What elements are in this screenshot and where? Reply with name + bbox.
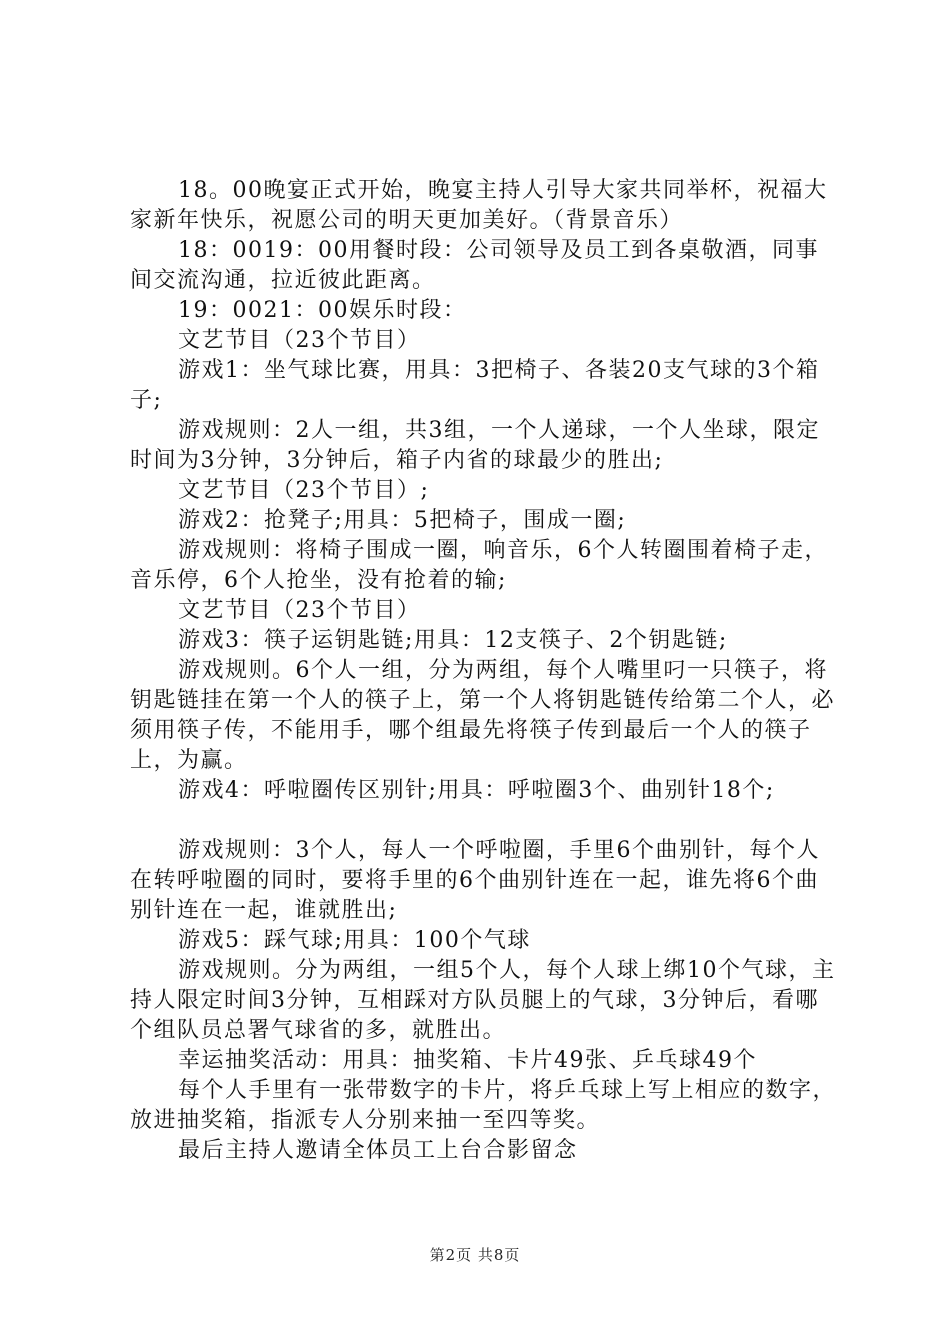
paragraph-game-3-rules: 游戏规则。6个人一组，分为两组，每个人嘴里叼一只筷子，将钥匙链挂在第一个人的筷子上，第一个人将钥匙链传给第二个人，必须用筷子传，不能用手，哪个组最先将筷子传到最后一个人的筷子上，为赢。 — [130, 658, 836, 773]
paragraph-game-5-rules: 游戏规则。分为两组，一组5个人，每个人球上绑10个气球，主持人限定时间3分钟，互相踩对方队员腿上的气球，3分钟后，看哪个组队员总署气球省的多，就胜出。 — [130, 958, 836, 1043]
paragraph-banquet-start: 18。00晚宴正式开始，晚宴主持人引导大家共同举杯，祝福大家新年快乐，祝愿公司的明天更加美好。（背景音乐） — [130, 178, 828, 233]
document-body — [130, 176, 840, 1166]
paragraph-dining: 18：0019：00用餐时段：公司领导及员工到各桌敬酒，同事间交流沟通，拉近彼此距离。 — [130, 238, 819, 293]
paragraph-performances-2: 文艺节目（23个节目）; — [178, 478, 430, 503]
page-number-label: 第2页 共8页 — [429, 1246, 521, 1264]
paragraph-game-1-rules: 游戏规则：2人一组，共3组，一个人递球，一个人坐球，限定时间为3分钟，3分钟后，箱子内省的球最少的胜出; — [130, 418, 820, 473]
paragraph-lottery-rules: 每个人手里有一张带数字的卡片，将乒乓球上写上相应的数字，放进抽奖箱，指派专人分别来抽一至四等奖。 — [130, 1078, 837, 1133]
paragraph-group-photo: 最后主持人邀请全体员工上台合影留念 — [178, 1138, 578, 1163]
page-footer — [0, 1244, 950, 1265]
paragraph-spacer — [130, 806, 840, 836]
paragraph-performances-3: 文艺节目（23个节目） — [178, 598, 421, 623]
paragraph-game-2-rules: 游戏规则：将椅子围成一圈，响音乐，6个人转圈围着椅子走，音乐停，6个人抢坐，没有抢着的输; — [130, 538, 828, 593]
paragraph-game-4: 游戏4：呼啦圈传区别针;用具：呼啦圈3个、曲别针18个; — [178, 778, 775, 803]
paragraph-entertainment: 19：0021：00娱乐时段： — [178, 298, 467, 323]
paragraph-performances-1: 文艺节目（23个节目） — [178, 328, 421, 353]
paragraph-game-3: 游戏3：筷子运钥匙链;用具：12支筷子、2个钥匙链; — [178, 628, 728, 653]
paragraph-lottery: 幸运抽奖活动：用具：抽奖箱、卡片49张、乒乓球49个 — [178, 1048, 757, 1073]
paragraph-game-5: 游戏5：踩气球;用具：100个气球 — [178, 928, 531, 953]
paragraph-game-2: 游戏2：抢凳子;用具：5把椅子，围成一圈; — [178, 508, 627, 533]
paragraph-game-1: 游戏1：坐气球比赛，用具：3把椅子、各装20支气球的3个箱子; — [130, 358, 820, 413]
paragraph-game-4-rules: 游戏规则：3个人，每人一个呼啦圈，手里6个曲别针，每个人在转呼啦圈的同时，要将手里的6个曲别针连在一起，谁先将6个曲别针连在一起，谁就胜出; — [130, 838, 820, 923]
